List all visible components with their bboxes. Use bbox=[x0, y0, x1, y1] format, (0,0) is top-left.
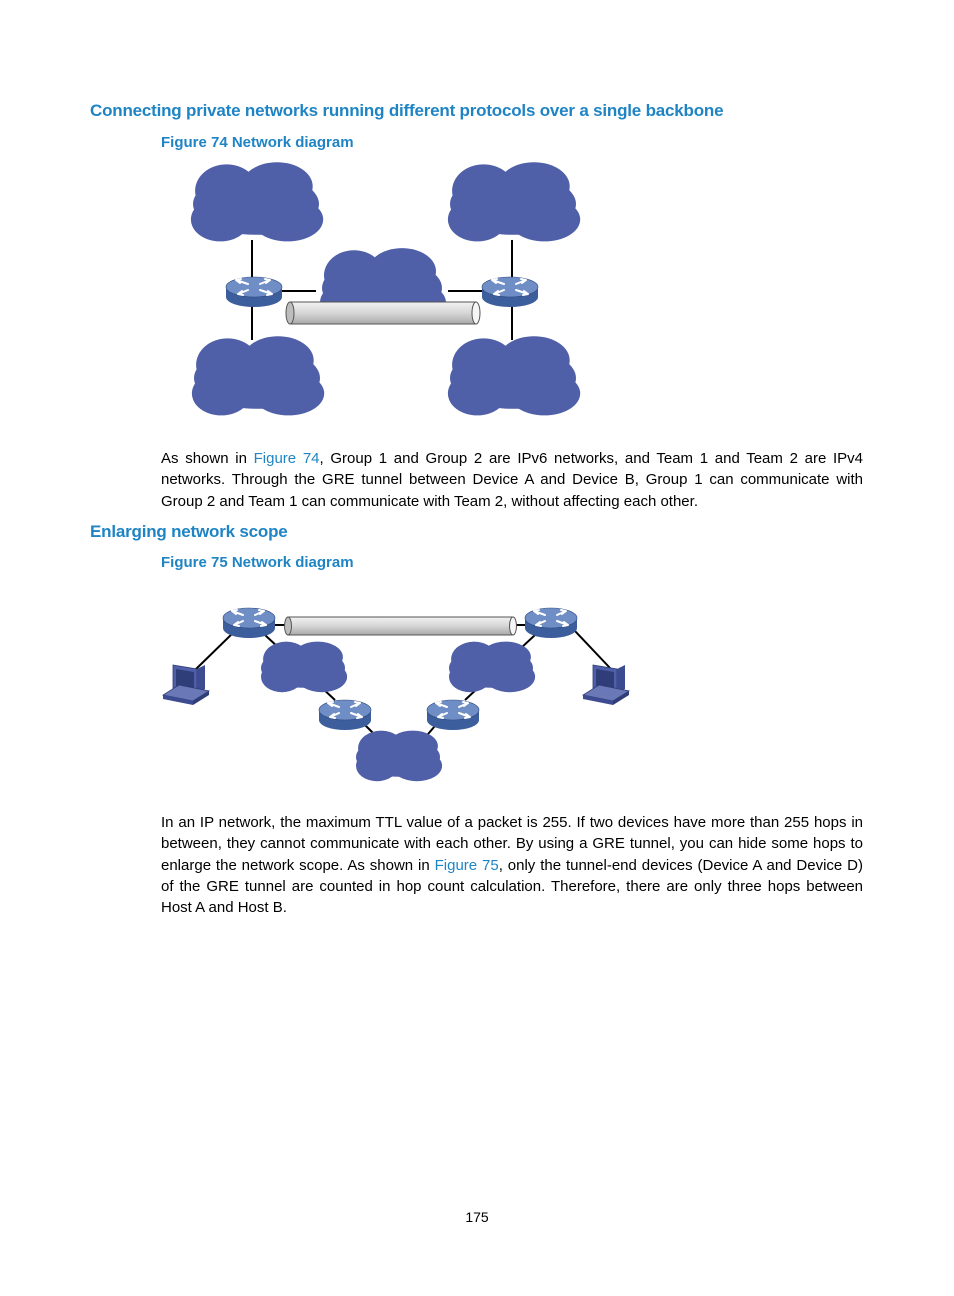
router-device-a-icon bbox=[223, 608, 275, 638]
figure-75-description bbox=[161, 812, 863, 918]
section-heading-private-networks: Connecting private networks running different protocols over a single backbone bbox=[90, 101, 724, 120]
figure-74-network-diagram bbox=[180, 160, 600, 422]
gre-tunnel bbox=[286, 302, 480, 324]
gre-tunnel bbox=[285, 617, 517, 635]
router-device-d-icon bbox=[525, 608, 577, 638]
figure-75-link[interactable]: Figure 75 bbox=[434, 856, 499, 874]
figure-75-network-diagram bbox=[155, 595, 645, 790]
router-device-b-icon bbox=[319, 700, 371, 730]
cloud-group-2 bbox=[448, 162, 580, 241]
router-device-b-icon bbox=[482, 277, 538, 307]
cloud-right bbox=[449, 642, 535, 693]
para-text: , Group 1 and Group 2 are IPv6 networks, and Team 1 and Team 2 are IPv4 networks. Through the GRE tunnel between Device A and Device B, Group 1 can communicate with Group 2 and Team 1 can communicate with Team 2, without affecting each other. bbox=[161, 450, 864, 510]
section-heading-enlarging-scope: Enlarging network scope bbox=[90, 522, 288, 541]
para-text: As shown in bbox=[161, 450, 254, 467]
cloud-bottom bbox=[356, 731, 442, 782]
figure-74-caption: Figure 74 Network diagram bbox=[161, 134, 354, 151]
cloud-left bbox=[261, 642, 347, 693]
host-a-icon bbox=[163, 665, 209, 705]
para-text: In an IP network, the maximum TTL value of a packet is 255. If two devices have more than 255 hops in between, they cannot communicate with each other. By using a GRE tunnel, you can hide some hops to enlarge the network scope. As shown in bbox=[161, 814, 863, 874]
figure-74-description bbox=[161, 448, 863, 512]
para-text: , only the tunnel-end devices (Device A and Device D) of the GRE tunnel are counted in hop count calculation. Therefore, there are only three hops between Host A and Host B. bbox=[161, 856, 863, 917]
page-number: 175 bbox=[465, 1209, 489, 1225]
router-device-c-icon bbox=[427, 700, 479, 730]
host-b-icon bbox=[583, 665, 629, 705]
cloud-team-1 bbox=[192, 336, 324, 415]
router-device-a-icon bbox=[226, 277, 282, 307]
figure-74-link[interactable]: Figure 74 bbox=[253, 450, 320, 467]
figure-75-caption: Figure 75 Network diagram bbox=[161, 554, 354, 571]
cloud-group-1 bbox=[191, 162, 323, 241]
cloud-team-2 bbox=[448, 336, 580, 415]
